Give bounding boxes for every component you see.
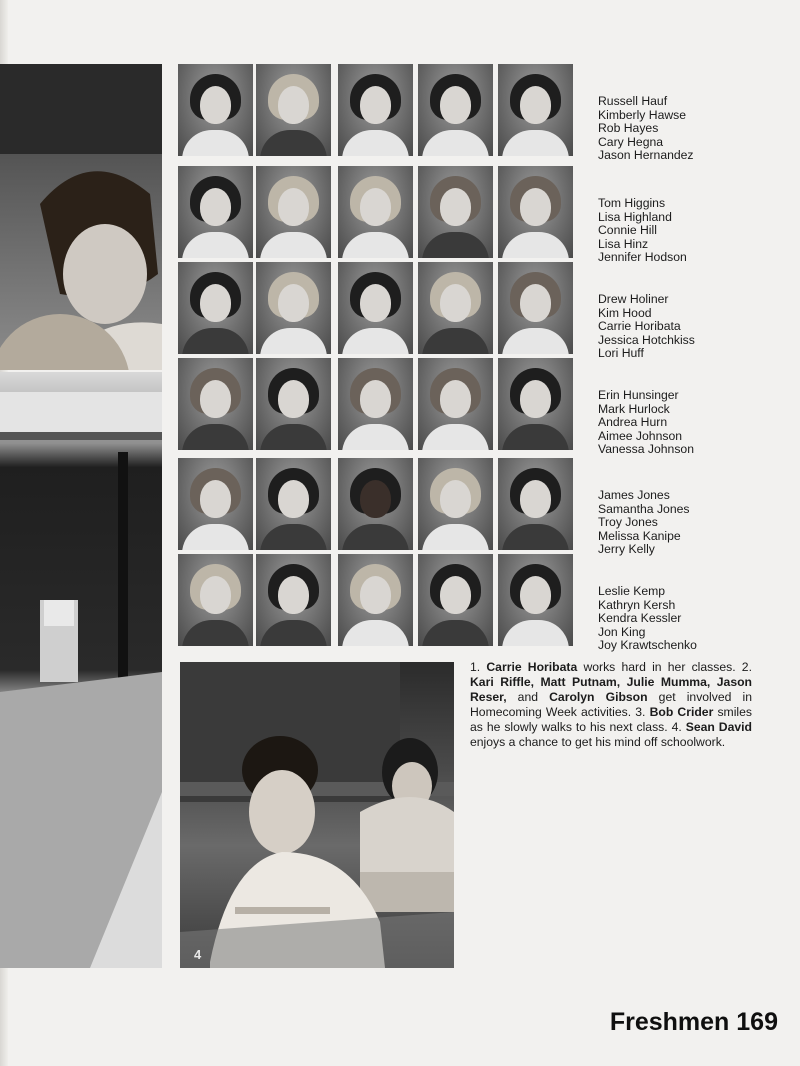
student-portrait bbox=[178, 458, 253, 550]
student-portrait bbox=[338, 358, 413, 450]
caption-number-4: 4. bbox=[667, 720, 682, 734]
caption-number-1: 1. bbox=[470, 660, 481, 674]
student-portrait bbox=[418, 64, 493, 156]
caption-names-2: Kari Riffle, Matt Putnam, Julie Mumma, Jason Reser, bbox=[470, 675, 752, 704]
caption-text-3: smiles as he slowly walks to his next class. bbox=[470, 705, 753, 734]
student-portrait bbox=[338, 262, 413, 354]
student-name: Connie Hill bbox=[598, 223, 657, 238]
name-group bbox=[598, 293, 695, 361]
student-name: Jason Hernandez bbox=[598, 148, 694, 163]
name-group bbox=[598, 389, 694, 457]
student-portrait bbox=[256, 64, 331, 156]
caption-and-2: and bbox=[506, 690, 550, 704]
student-name: Joy Krawtschenko bbox=[598, 638, 697, 653]
student-name: Rob Hayes bbox=[598, 121, 659, 136]
student-name: Lisa Highland bbox=[598, 209, 672, 224]
name-group bbox=[598, 585, 697, 653]
candid-photo-top-left bbox=[0, 64, 162, 370]
student-name: Tom Higgins bbox=[598, 196, 666, 210]
student-portrait bbox=[418, 458, 493, 550]
section-title: Freshmen bbox=[609, 1008, 730, 1036]
student-portrait bbox=[256, 166, 331, 258]
student-name: Mark Hurlock bbox=[598, 401, 670, 416]
student-portrait bbox=[178, 64, 253, 156]
page-footer bbox=[610, 1008, 778, 1037]
caption-number-2: 2. bbox=[735, 660, 752, 674]
student-portrait bbox=[178, 262, 253, 354]
student-portrait bbox=[498, 166, 573, 258]
student-portrait bbox=[418, 166, 493, 258]
student-name: Samantha Jones bbox=[598, 501, 690, 516]
student-portrait bbox=[498, 262, 573, 354]
name-group bbox=[598, 489, 689, 557]
caption-name-1: Carrie Horibata bbox=[486, 660, 578, 674]
student-name: Kimberly Hawse bbox=[598, 107, 687, 122]
student-name: Drew Holiner bbox=[598, 292, 669, 306]
student-portrait bbox=[338, 166, 413, 258]
name-group bbox=[598, 95, 694, 163]
student-portrait bbox=[418, 554, 493, 646]
student-name: Erin Hunsinger bbox=[598, 388, 679, 402]
caption-number-3: 3. bbox=[631, 705, 646, 719]
student-name: Andrea Hurn bbox=[598, 415, 668, 430]
student-name: Leslie Kemp bbox=[598, 584, 666, 598]
student-name: Russell Hauf bbox=[598, 94, 668, 108]
photo-number: 4 bbox=[194, 947, 202, 962]
student-name: Vanessa Johnson bbox=[598, 442, 694, 457]
student-portrait bbox=[498, 458, 573, 550]
student-name: Jennifer Hodson bbox=[598, 250, 687, 265]
caption-text-2: get involved in Homecoming Week activities. bbox=[470, 690, 752, 719]
student-name: Kendra Kessler bbox=[598, 611, 682, 626]
caption-name-3: Bob Crider bbox=[649, 705, 714, 719]
student-name: Carrie Horibata bbox=[598, 319, 681, 334]
student-portrait bbox=[256, 554, 331, 646]
student-portrait bbox=[498, 64, 573, 156]
name-group bbox=[598, 197, 687, 265]
student-portrait bbox=[338, 458, 413, 550]
student-portrait bbox=[178, 358, 253, 450]
candid-photo-left-building bbox=[0, 372, 162, 968]
student-portrait bbox=[178, 166, 253, 258]
student-portrait bbox=[338, 64, 413, 156]
student-name: James Jones bbox=[598, 488, 670, 502]
student-name: Kim Hood bbox=[598, 305, 652, 320]
student-name: Kathryn Kersh bbox=[598, 597, 676, 612]
student-name: Lori Huff bbox=[598, 346, 644, 361]
caption-name-4: Sean David bbox=[685, 720, 752, 734]
student-portrait bbox=[256, 358, 331, 450]
caption-text-1: works hard in her classes. bbox=[577, 660, 736, 674]
student-name: Jessica Hotchkiss bbox=[598, 332, 695, 347]
photo-caption bbox=[470, 660, 752, 750]
student-portrait bbox=[498, 554, 573, 646]
caption-text-4: enjoys a chance to get his mind off schoolwork. bbox=[470, 735, 726, 749]
student-name: Jerry Kelly bbox=[598, 542, 655, 557]
student-name: Jon King bbox=[598, 624, 646, 639]
student-portrait bbox=[418, 262, 493, 354]
page-number: 169 bbox=[736, 1008, 778, 1036]
student-name: Troy Jones bbox=[598, 515, 658, 530]
student-portrait bbox=[338, 554, 413, 646]
student-name: Cary Hegna bbox=[598, 134, 664, 149]
student-portrait bbox=[256, 458, 331, 550]
caption-name-2b: Carolyn Gibson bbox=[549, 690, 648, 704]
student-portrait bbox=[498, 358, 573, 450]
student-name: Melissa Kanipe bbox=[598, 528, 681, 543]
student-portrait bbox=[418, 358, 493, 450]
student-portrait bbox=[256, 262, 331, 354]
student-portrait bbox=[178, 554, 253, 646]
candid-photo-classroom bbox=[180, 662, 454, 968]
student-name: Lisa Hinz bbox=[598, 236, 649, 251]
student-name: Aimee Johnson bbox=[598, 428, 683, 443]
